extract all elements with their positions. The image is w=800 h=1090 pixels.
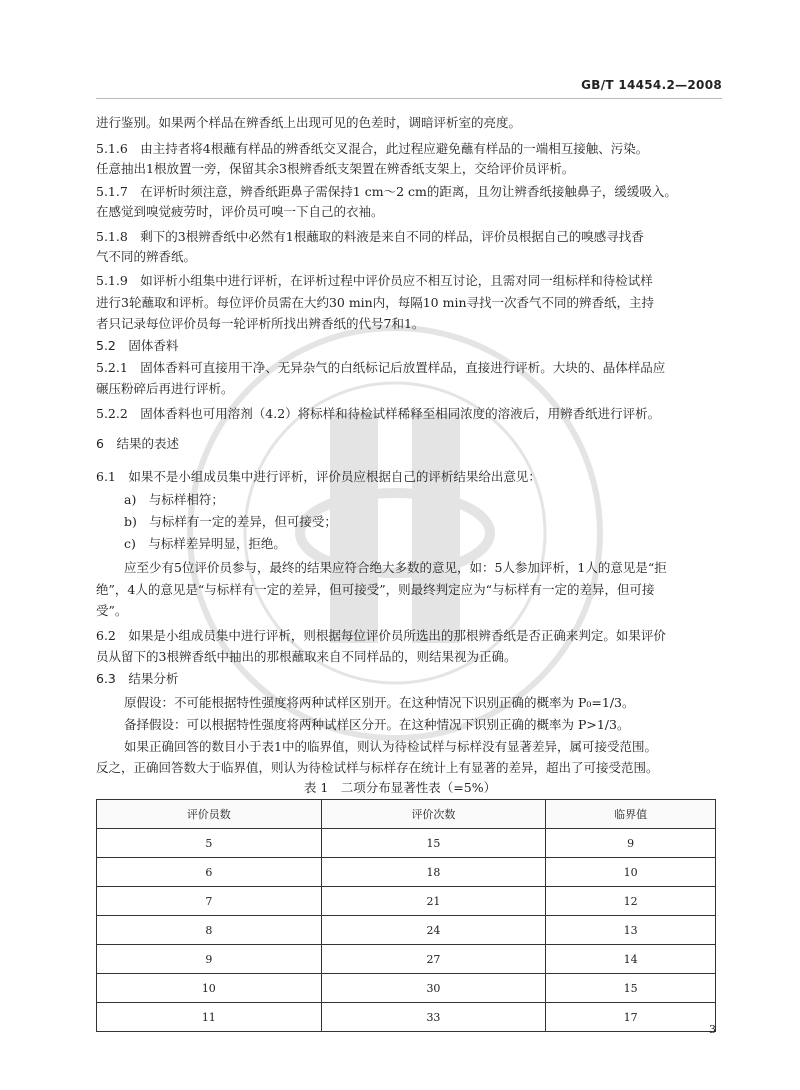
table-cell: 13 (546, 916, 716, 945)
paragraph-line: 备择假设：可以根据特性强度将两种试样区分开。在这种情况下识别正确的概率为 P>1/3。 (124, 717, 630, 732)
binomial-significance-table (96, 799, 716, 1032)
table-cell: 30 (321, 974, 546, 1003)
table-cell: 18 (321, 858, 546, 887)
standard-code: GB/T 14454.2—2008 (581, 78, 722, 92)
list-item: b) 与标样有一定的差异，但可接受； (124, 514, 337, 529)
table-cell: 21 (321, 887, 546, 916)
table-row (97, 974, 716, 1003)
table-cell: 15 (321, 829, 546, 858)
table-cell: 27 (321, 945, 546, 974)
table-cell: 9 (546, 829, 716, 858)
paragraph-line: 5.1.7 在评析时须注意，辨香纸距鼻子需保持1 cm～2 cm的距离，且勿让辨香纸接触鼻子，缓缓吸入。 (96, 184, 677, 199)
table-cell: 33 (321, 1003, 546, 1032)
table-cell: 9 (97, 945, 322, 974)
paragraph-line: 5.1.8 剩下的3根辨香纸中必然有1根蘸取的料液是来自不同的样品，评价员根据自己的嗅感寻找香 (96, 229, 644, 244)
table-header-row (97, 800, 716, 829)
table-row (97, 829, 716, 858)
paragraph-line: 绝”，4人的意见是“与标样有一定的差异，但可接受”，则最终判定应为“与标样有一定的差异，但可接 (96, 582, 655, 597)
page-number: 3 (709, 1023, 716, 1036)
table-row (97, 945, 716, 974)
paragraph-line: 反之，正确回答数大于临界值，则认为待检试样与标样存在统计上有显著的差异，超出了可接受范围。 (96, 760, 659, 775)
paragraph-line: 5.1.9 如评析小组集中进行评析，在评析过程中评价员应不相互讨论，且需对同一组标样和待检试样 (96, 273, 653, 288)
table-cell: 10 (546, 858, 716, 887)
column-header: 评价次数 (321, 800, 546, 829)
paragraph-line: 5.2.1 固体香料可直接用干净、无异杂气的白纸标记后放置样品，直接进行评析。大块的、晶体样品应 (96, 360, 666, 375)
table-cell: 14 (546, 945, 716, 974)
paragraph-line: 进行鉴别。如果两个样品在辨香纸上出现可见的色差时，调暗评析室的亮度。 (96, 115, 522, 130)
paragraph-line: 进行3轮蘸取和评析。每位评价员需在大约30 min内，每隔10 min寻找一次香气不同的辨香纸，主持 (96, 295, 655, 310)
table-cell: 8 (97, 916, 322, 945)
paragraph-line: 者只记录每位评价员每一轮评析所找出辨香纸的代号7和1。 (96, 316, 425, 331)
table-cell: 15 (546, 974, 716, 1003)
list-item: a) 与标样相符； (124, 492, 224, 507)
table-row (97, 1003, 716, 1032)
column-header: 评价员数 (97, 800, 322, 829)
paragraph-line: 碾压粉碎后再进行评析。 (96, 381, 234, 396)
paragraph-line: 气不同的辨香纸。 (96, 249, 197, 264)
table-cell: 17 (546, 1003, 716, 1032)
paragraph-line: 6.2 如果是小组成员集中进行评析，则根据每位评价员所选出的那根辨香纸是否正确来判定。如果评价 (96, 628, 666, 643)
table-cell: 5 (97, 829, 322, 858)
paragraph-line: 员从留下的3根辨香纸中抽出的那根蘸取来自不同样品的，则结果视为正确。 (96, 649, 517, 664)
paragraph-line: 任意抽出1根放置一旁，保留其余3根辨香纸支架置在辨香纸支架上，交给评价员评析。 (96, 161, 575, 176)
section-heading: 5.2 固体香料 (96, 338, 179, 353)
paragraph-line: 应至少有5位评价员参与，最终的结果应符合绝大多数的意见，如：5人参加评析，1人的意见是“拒 (124, 560, 667, 575)
table-caption: 表 1 二项分布显著性表（=5%） (303, 780, 497, 795)
paragraph-line: 受”。 (96, 603, 128, 618)
paragraph-line: 6.1 如果不是小组成员集中进行评析，评价员应根据自己的评析结果给出意见： (96, 469, 541, 484)
paragraph-line: 如果正确回答的数目小于表1中的临界值，则认为待检试样与标样没有显著差异，属可接受范围。 (124, 739, 657, 754)
paragraph-line: 5.1.6 由主持者将4根蘸有样品的辨香纸交叉混合，此过程应避免蘸有样品的一端相互接触、污染。 (96, 141, 649, 156)
paragraph-line: 5.2.2 固体香料也可用溶剂（4.2）将标样和待检试样稀释至相同浓度的溶液后，用辨香纸进行评析。 (96, 406, 661, 421)
header-divider (96, 98, 722, 99)
table-row (97, 916, 716, 945)
paragraph-line: 原假设：不可能根据特性强度将两种试样区别开。在这种情况下识别正确的概率为 P₀=1/3。 (124, 695, 635, 710)
table-row (97, 858, 716, 887)
table-cell: 12 (546, 887, 716, 916)
table-cell: 6 (97, 858, 322, 887)
section-heading: 6.3 结果分析 (96, 671, 179, 686)
table-row (97, 887, 716, 916)
paragraph-line: 在感觉到嗅觉疲劳时，评价员可嗅一下自己的衣袖。 (96, 204, 384, 219)
column-header: 临界值 (546, 800, 716, 829)
section-heading: 6 结果的表述 (96, 436, 179, 451)
table-cell: 24 (321, 916, 546, 945)
list-item: c) 与标样差异明显，拒绝。 (124, 536, 286, 551)
table-cell: 11 (97, 1003, 322, 1032)
table-cell: 7 (97, 887, 322, 916)
table-cell: 10 (97, 974, 322, 1003)
